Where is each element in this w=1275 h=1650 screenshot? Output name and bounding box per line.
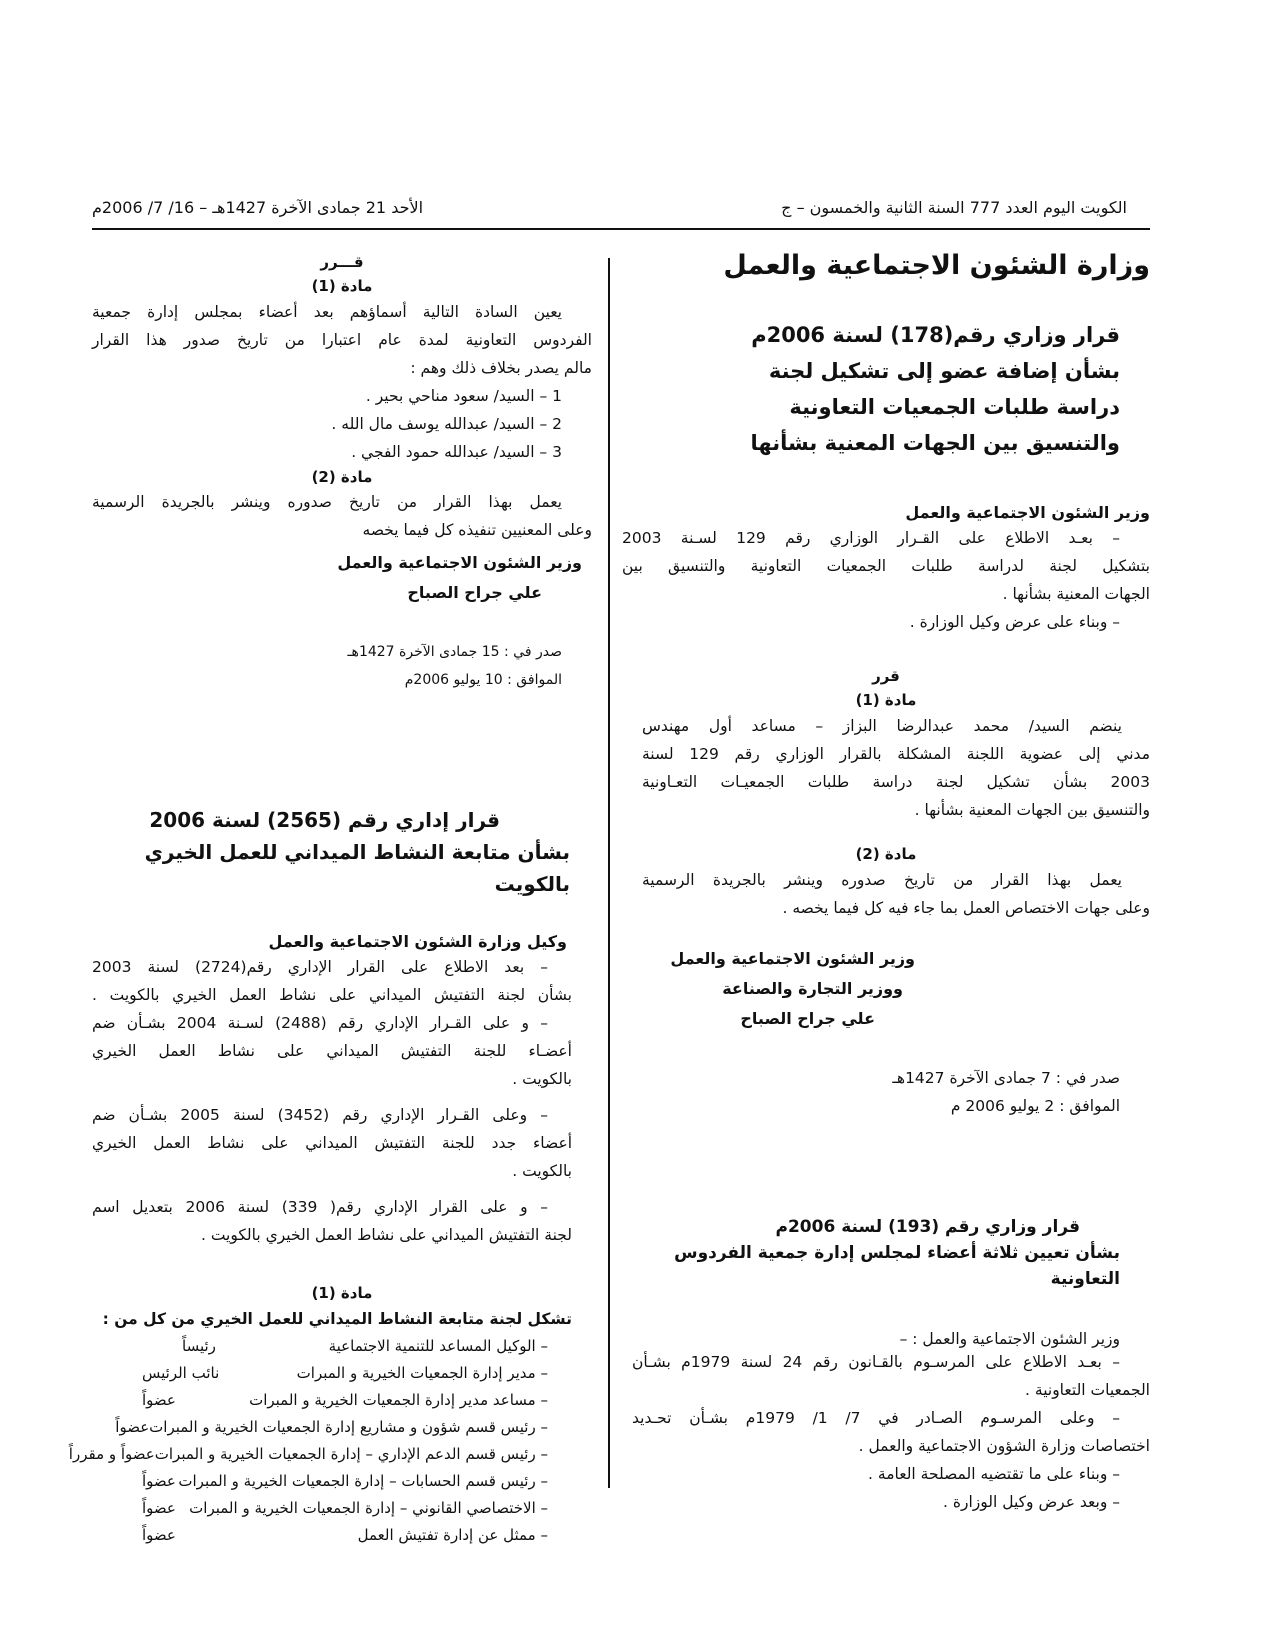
- article-1-heading: مادة (1): [311, 277, 373, 295]
- preamble-line: أعضـاء للجنة التفتيش الميداني على نشاط العمل الخيري: [92, 1042, 572, 1060]
- signature-line: وزير الشئون الاجتماعية والعمل: [670, 949, 915, 968]
- preamble-line: أعضاء جدد للجنة التفتيش الميداني على نشاط العمل الخيري: [92, 1134, 572, 1152]
- issue-dates: [622, 1064, 1150, 1120]
- article-2-heading: مادة (2): [311, 468, 373, 486]
- issued-date: صدر في : 15 جمادى الآخرة 1427هـ: [347, 644, 562, 660]
- article-2-body: [92, 488, 592, 544]
- signature-line: وزير الشئون الاجتماعية والعمل: [337, 553, 582, 572]
- list-item: 1 – السيد/ سعود مناحي بحير .: [365, 387, 562, 405]
- member-title: – الوكيل المساعد للتنمية الاجتماعية: [328, 1337, 548, 1355]
- title-line: والتنسيق بين الجهات المعنية بشأنها: [750, 431, 1120, 455]
- preamble-line: لجنة التفتيش الميداني على نشاط العمل الخيري بالكويت .: [200, 1226, 572, 1244]
- header-issue-info: الكويت اليوم العدد 777 السنة الثانية والخمسون – ج: [781, 198, 1127, 217]
- article-line: مدني إلى عضوية اللجنة المشكلة بالقرار الوزاري رقم 129 لسنة: [642, 745, 1150, 763]
- member-role: نائب الرئيس: [142, 1364, 220, 1382]
- title-line: دراسة طلبات الجمعيات التعاونية: [789, 395, 1120, 419]
- member-title: – مدير إدارة الجمعيات الخيرية و المبرات: [296, 1364, 548, 1382]
- preamble-line: الجمعيات التعاونية .: [1025, 1381, 1150, 1399]
- table-row: [68, 1441, 548, 1468]
- article-line: وعلى المعنيين تنفيذه كل فيما يخصه: [362, 521, 592, 539]
- article-1-body: [622, 712, 1150, 824]
- signature-line: علي جراح الصباح: [740, 1009, 875, 1028]
- title-line: بشأن إضافة عضو إلى تشكيل لجنة: [768, 359, 1120, 383]
- article-1-heading: مادة (1): [311, 1284, 373, 1302]
- signature-block: [622, 944, 1150, 1034]
- list-item: 3 – السيد/ عبدالله حمود الفجي .: [351, 443, 562, 461]
- decision-193-preamble: [622, 1348, 1150, 1516]
- title-line: قرار وزاري رقم (193) لسنة 2006م: [775, 1217, 1080, 1237]
- table-row: [142, 1522, 548, 1549]
- preamble-line: الجهات المعنية بشأنها .: [1002, 585, 1150, 603]
- preamble: [622, 524, 1150, 636]
- member-role: عضواً: [142, 1526, 176, 1544]
- decided-heading: قـــرر: [320, 253, 364, 271]
- preamble-line: بالكويت .: [512, 1162, 572, 1180]
- authority-line: وكيل وزارة الشئون الاجتماعية والعمل: [268, 932, 567, 951]
- preamble-line: – بعد الاطلاع على القرار الإداري رقم(2724) لسنة 2003: [92, 958, 548, 976]
- article-1-intro: تشكل لجنة متابعة النشاط الميداني للعمل الخيري من كل من :: [102, 1310, 572, 1328]
- preamble-line: – و على القرار الإداري رقم( 339) لسنة 2006 بتعديل اسم: [92, 1198, 548, 1216]
- title-line: قرار إداري رقم (2565) لسنة 2006: [149, 808, 500, 832]
- article-line: يعمل بهذا القرار من تاريخ صدوره وينشر بالجريدة الرسمية: [92, 493, 562, 511]
- preamble-line: – و على القـرار الإداري رقم (2488) لسـنة 2004 بشـأن ضم: [92, 1014, 548, 1032]
- member-role: عضواً: [142, 1391, 176, 1409]
- table-row: [142, 1360, 548, 1387]
- signature-line: علي جراح الصباح: [407, 583, 542, 602]
- article-2-body: [622, 866, 1150, 922]
- preamble-line: – وعلى القـرار الإداري رقم (3452) لسنة 2005 بشـأن ضم: [92, 1106, 548, 1124]
- preamble-line: بالكويت .: [512, 1070, 572, 1088]
- table-row: [115, 1414, 548, 1441]
- decision-193-authority: وزير الشئون الاجتماعية والعمل : –: [899, 1330, 1120, 1348]
- member-role: عضواً: [142, 1472, 176, 1490]
- table-row: [142, 1495, 548, 1522]
- decision-2565-title: [92, 804, 592, 900]
- article-line: وعلى جهات الاختصاص العمل بما جاء فيه كل فيما يخصه .: [782, 899, 1150, 917]
- article-line: والتنسيق بين الجهات المعنية بشأنها .: [914, 801, 1150, 819]
- member-title: – الاختصاصي القانوني – إدارة الجمعيات الخيرية و المبرات: [189, 1499, 548, 1517]
- left-column: [68, 250, 592, 1549]
- header-date: الأحد 21 جمادى الآخرة 1427هـ – 16/ 7/ 2006م: [92, 198, 424, 217]
- issued-date: صدر في : 7 جمادى الآخرة 1427هـ: [892, 1069, 1120, 1087]
- table-row: [142, 1387, 548, 1414]
- title-line: قرار وزاري رقم(178) لسنة 2006م: [751, 323, 1120, 347]
- title-line: بشأن تعيين ثلاثة أعضاء لمجلس إدارة جمعية الفردوس التعاونية: [674, 1243, 1120, 1289]
- column-divider: [608, 258, 610, 1488]
- preamble-line: – وبعد عرض وكيل الوزارة .: [943, 1493, 1120, 1511]
- article-line: ينضم السيد/ محمد عبدالرضا البزاز – مساعد أول مهندس: [642, 717, 1122, 735]
- signature-line: ووزير التجارة والصناعة: [722, 979, 903, 998]
- preamble-line: اختصاصات وزارة الشؤون الاجتماعية والعمل .: [858, 1437, 1150, 1455]
- article-line: مالم يصدر بخلاف ذلك وهم :: [410, 359, 592, 377]
- authority-line: وزير الشئون الاجتماعية والعمل: [905, 503, 1150, 522]
- article-1-body: [92, 298, 592, 382]
- member-title: – رئيس قسم الحسابات – إدارة الجمعيات الخيرية و المبرات: [178, 1472, 548, 1490]
- member-role: رئيساً: [182, 1337, 216, 1355]
- header-rule: [92, 228, 1150, 230]
- preamble-line: – بعـد الاطلاع على المرسـوم بالقـانون رقم 24 لسنة 1979م بشـأن: [632, 1353, 1120, 1371]
- member-list: [92, 382, 592, 466]
- decision-178-title: [622, 317, 1150, 461]
- committee-members: [68, 1333, 592, 1549]
- member-role: عضواً و مقرراً: [68, 1445, 155, 1463]
- member-title: – ممثل عن إدارة تفتيش العمل: [357, 1526, 548, 1544]
- issue-dates: [92, 638, 592, 694]
- article-2-heading: مادة (2): [855, 845, 917, 863]
- signature-block: [92, 548, 592, 608]
- list-item: 2 – السيد/ عبدالله يوسف مال الله .: [331, 415, 562, 433]
- article-line: 2003 بشأن تشكيل لجنة دراسة طلبات الجمعيـات التعـاونية: [642, 773, 1150, 791]
- corresponding-date: الموافق : 10 يوليو 2006م: [404, 672, 562, 688]
- member-title: – رئيس قسم الدعم الإداري – إدارة الجمعيات الخيرية و المبرات: [154, 1445, 548, 1463]
- ministry-heading: وزارة الشئون الاجتماعية والعمل: [723, 250, 1150, 281]
- decision-193-title: [622, 1214, 1150, 1292]
- member-title: – مساعد مدير إدارة الجمعيات الخيرية و المبرات: [249, 1391, 548, 1409]
- title-line: بشأن متابعة النشاط الميداني للعمل الخيري بالكويت: [144, 840, 570, 896]
- table-row: [142, 1333, 548, 1360]
- preamble: [92, 953, 592, 1249]
- member-role: عضواً: [115, 1418, 150, 1436]
- corresponding-date: الموافق : 2 يوليو 2006 م: [950, 1097, 1120, 1115]
- table-row: [142, 1468, 548, 1495]
- preamble-line: – وبناء على عرض وكيل الوزارة .: [909, 613, 1120, 631]
- preamble-line: – وعلى المرسـوم الصـادر في 7/ 1/ 1979م بشـأن تحـديد: [632, 1409, 1120, 1427]
- decided-heading: قرر: [872, 667, 900, 685]
- member-title: – رئيس قسم شؤون و مشاريع إدارة الجمعيات الخيرية و المبرات: [149, 1418, 548, 1436]
- preamble-line: – بعـد الاطلاع على القـرار الوزاري رقم 129 لسـنة 2003: [622, 529, 1121, 547]
- preamble-line: بشأن لجنة التفتيش الميداني على نشاط العمل الخيري بالكويت .: [92, 986, 572, 1004]
- article-line: يعين السادة التالية أسماؤهم بعد أعضاء بمجلس إدارة جمعية: [92, 303, 562, 321]
- article-line: يعمل بهذا القرار من تاريخ صدوره وينشر بالجريدة الرسمية: [642, 871, 1122, 889]
- preamble-line: بتشكيل لجنة لدراسة طلبات الجمعيات التعاونية والتنسيق بين: [622, 557, 1150, 575]
- preamble-line: – وبناء على ما تقتضيه المصلحة العامة .: [868, 1465, 1120, 1483]
- article-1-heading: مادة (1): [855, 691, 917, 709]
- member-role: عضواً: [142, 1499, 176, 1517]
- right-column: [622, 250, 1150, 1516]
- article-line: الفردوس التعاونية لمدة عام اعتبارا من تاريخ صدور هذا القرار: [92, 331, 592, 349]
